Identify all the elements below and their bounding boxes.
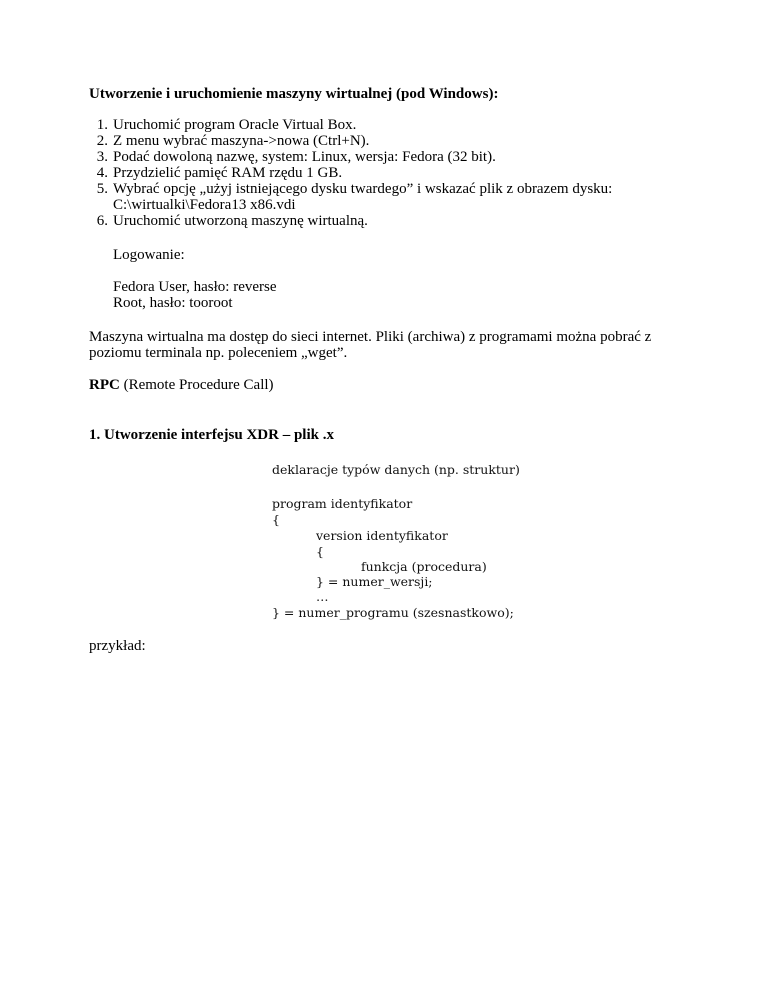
login-user: Fedora User, hasło: reverse [113, 279, 277, 295]
list-text: Uruchomić utworzoną maszynę wirtualną. [113, 213, 368, 229]
list-number: 4. [96, 165, 108, 181]
figure-line: { [272, 512, 280, 527]
list-text: Podać dowoloną nazwę, system: Linux, wersja: Fedora (32 bit). [113, 149, 496, 165]
figure-line: deklaracje typów danych (np. struktur) [272, 462, 520, 477]
list-text: Z menu wybrać maszyna->nowa (Ctrl+N). [113, 133, 370, 149]
paragraph-line-1: Maszyna wirtualna ma dostęp do sieci internet. Pliki (archiwa) z programami można pobrać z [89, 329, 652, 345]
login-root: Root, hasło: tooroot [113, 295, 233, 311]
rpc-expansion: (Remote Procedure Call) [119, 377, 274, 393]
list-item [96, 181, 613, 198]
section-heading: 1. Utworzenie interfejsu XDR – plik .x [89, 427, 334, 443]
document-heading: Utworzenie i uruchomienie maszyny wirtualnej (pod Windows): [89, 86, 499, 102]
rpc-line [89, 377, 274, 394]
figure-line: } = numer_wersji; [316, 574, 433, 589]
list-number: 1. [96, 117, 108, 133]
list-item [96, 165, 343, 182]
example-label: przykład: [89, 638, 146, 654]
list-item [96, 213, 368, 230]
login-label: Logowanie: [113, 247, 185, 263]
list-text: Wybrać opcję „użyj istniejącego dysku twardego” i wskazać plik z obrazem dysku: [113, 181, 613, 197]
list-number: 6. [96, 213, 108, 229]
figure-line: … [316, 589, 329, 604]
figure-line: funkcja (procedura) [361, 559, 487, 574]
list-number: 3. [96, 149, 108, 165]
paragraph-line-2: poziomu terminala np. poleceniem „wget”. [89, 345, 348, 361]
list-item [96, 117, 357, 134]
list-text: Uruchomić program Oracle Virtual Box. [113, 117, 357, 133]
file-path: C:\wirtualki\Fedora13 x86.vdi [113, 197, 296, 213]
list-number: 2. [96, 133, 108, 149]
figure-line: program identyfikator [272, 496, 413, 511]
list-item [96, 133, 370, 150]
list-item-continuation [113, 197, 295, 214]
xdr-syntax-figure [272, 462, 520, 624]
list-number: 5. [96, 181, 108, 197]
figure-line: } = numer_programu (szesnastkowo); [272, 605, 514, 620]
list-text: Przydzielić pamięć RAM rzędu 1 GB. [113, 165, 343, 181]
figure-line: version identyfikator [316, 528, 448, 543]
figure-line: { [316, 544, 324, 559]
rpc-term: RPC [89, 377, 120, 393]
list-item [96, 149, 496, 166]
